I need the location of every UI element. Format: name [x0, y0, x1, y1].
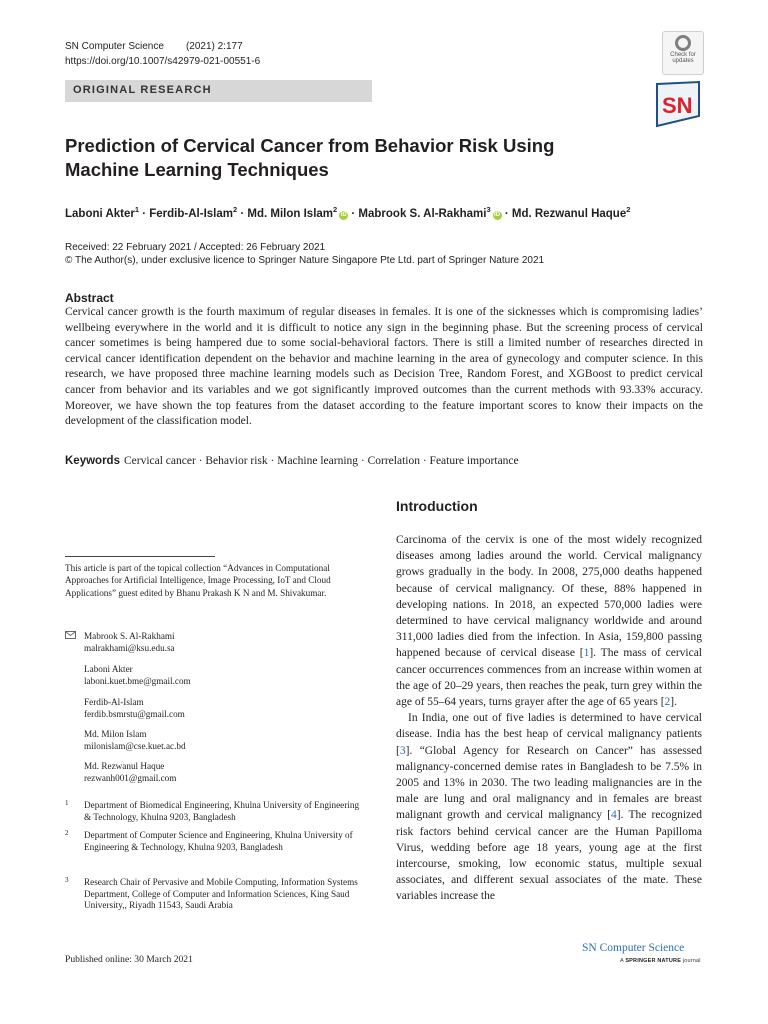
article-dates — [65, 241, 544, 267]
author-affiliation-mark: 2 — [333, 205, 338, 214]
publisher-suffix: journal — [682, 958, 701, 964]
doi-link[interactable]: https://doi.org/10.1007/s42979-021-00551-6 — [65, 56, 261, 67]
author-affiliation-mark: 3 — [486, 205, 491, 214]
citation-link[interactable]: 4 — [611, 809, 617, 822]
introduction-body — [396, 532, 702, 905]
author-name[interactable]: Laboni Akter — [65, 207, 135, 220]
author-contact — [65, 728, 186, 752]
author-affiliation-mark: 2 — [626, 205, 631, 214]
article-type-banner — [65, 80, 372, 102]
author-separator: · — [348, 207, 359, 220]
paragraph-text: Carcinoma of the cervix is one of the most widely recognized diseases among ladies around the world. Cervical malignancy grows gradually in the body. In 2008, 275,000 deaths happened because of cervical malignancy. Of these, 88% happened in developing nations. In 2018, an expected 570,000 ladies were determined to have cervical malignancy worldwide and around 311,000 ladies died from the infection. In Asia, 159,800 passing happened because of cervical disease [ — [396, 534, 702, 660]
affiliation — [65, 877, 365, 912]
published-online-date: Published online: 30 March 2021 — [65, 954, 193, 965]
affiliation — [65, 830, 365, 853]
author-affiliation-mark: 1 — [134, 205, 140, 214]
affiliation-number: 2 — [65, 829, 69, 837]
paragraph-text: ]. “Global Agency for Research on Cancer” has assessed malignancy-concerned demise rates in Bangladesh to be 7.5% in 2005 and 13% in 2030. The two leading malignancies are in the male are lung and oral malignancy and in females are breast malignant growth and cervical malignancy [ — [396, 744, 702, 822]
author-affiliation-mark: 2 — [232, 205, 238, 214]
abstract-text: Cervical cancer growth is the fourth maximum of regular diseases in females. It is one of the sicknesses which is compromising ladies’ wellbeing everywhere in the world and it is difficult to notice any sign in the beginning phase. But the screening process of cervical cancer sometimes is being hampered due to some social-behavioral factors. There is still a limited number of researches directed in cervical cancer identification dependent on the behavior and machine learning in the area of gynecology and computer science. In this research, we have proposed three machine learning models such as Decision Tree, Random Forest, and XGBoost to predict cervical cancer from behavior and its variables and we got significantly improved outcomes than the current methods with 93.33% accuracy. Moreover, we have shown the top features from the dataset according to the feature important scores to know their impacts on the development of the classification model. — [65, 306, 703, 428]
sn-logo-icon — [653, 80, 703, 128]
article-title: Prediction of Cervical Cancer from Behavior Risk Using Machine Learning Techniques — [65, 135, 555, 180]
citation-link[interactable]: 3 — [399, 744, 406, 757]
author-name[interactable]: Md. Rezwanul Haque — [511, 207, 627, 220]
topical-collection-note: This article is part of the topical collection “Advances in Computational Approaches for Artificial Intelligence, Image Processing, IoT and Cloud Applications” guest edited by Bhanu Prakash K N and M. Shivakumar. — [65, 563, 331, 598]
author-contact — [65, 760, 176, 784]
contact-email[interactable]: ferdib.bsmrstu@gmail.com — [84, 709, 185, 720]
affiliation-text: Department of Biomedical Engineering, Khulna University of Engineering & Technology, Khulna 9203, Bangladesh — [84, 800, 360, 822]
introduction-heading: Introduction — [396, 498, 478, 514]
citation-link[interactable]: 2 — [664, 696, 671, 709]
author-separator: · — [501, 207, 512, 220]
author-separator: · — [139, 207, 150, 220]
paragraph-text: ]. — [670, 696, 678, 709]
author-separator: · — [237, 207, 248, 220]
keywords — [65, 454, 519, 469]
keywords-list: Cervical cancer · Behavior risk · Machine learning · Correlation · Feature importance — [123, 455, 519, 467]
publisher-prefix: A — [620, 958, 624, 964]
contact-email[interactable]: malrakhami@ksu.edu.sa — [84, 643, 175, 654]
affiliation — [65, 800, 365, 823]
contact-email[interactable]: milonislam@cse.kuet.ac.bd — [84, 741, 186, 752]
author-contact — [65, 696, 185, 720]
received-accepted-dates: Received: 22 February 2021 / Accepted: 26 February 2021 — [65, 242, 326, 253]
author-name[interactable]: Ferdib-Al-Islam — [149, 207, 233, 220]
author-name[interactable]: Mabrook S. Al-Rakhami — [358, 207, 487, 220]
check-updates-icon — [675, 35, 691, 51]
journal-volume: (2021) 2:177 — [185, 41, 243, 52]
envelope-icon — [65, 631, 76, 639]
citation-link[interactable]: 1 — [583, 647, 590, 660]
author-list — [65, 203, 715, 221]
paragraph-text: In India, one out of five ladies is determined to have cervical disease. India has the best heap of cervical malignancy patients [ — [396, 712, 702, 757]
check-for-updates-badge[interactable] — [662, 31, 704, 75]
affiliation-text: Department of Computer Science and Engineering, Khulna University of Engineering & Technology, Khulna 9203, Bangladesh — [84, 830, 353, 852]
sn-logo-text: SN — [662, 93, 693, 118]
paragraph-text: ]. The recognized risk factors behind cervical cancer are the Human Papilloma Virus, wedding before age 18 years, young age at the first intercourse, smoking, low economic status, multiple sexual associates, and different sexual associates of the mate. These variables increase the — [396, 809, 702, 903]
journal-volume-line — [65, 40, 243, 54]
keywords-label: Keywords — [65, 455, 120, 467]
check-updates-text-2: updates — [672, 58, 694, 64]
contact-name: Ferdib-Al-Islam — [84, 697, 144, 707]
journal-name: SN Computer Science — [65, 41, 164, 52]
abstract-heading: Abstract — [65, 291, 114, 305]
contact-name: Laboni Akter — [84, 664, 133, 674]
publisher-name: SPRINGER NATURE — [625, 958, 682, 964]
copyright-notice: © The Author(s), under exclusive licence to Springer Nature Singapore Pte Ltd. part of Springer Nature 2021 — [65, 255, 545, 266]
introduction-paragraph — [396, 532, 702, 710]
sn-journal-logo — [653, 80, 703, 128]
orcid-icon[interactable]: iD — [494, 211, 501, 218]
article-type-label: ORIGINAL RESEARCH — [73, 84, 212, 96]
affiliation-number: 3 — [65, 876, 69, 884]
paragraph-text: ]. The mass of cervical cancer occurrences commences from an increase within women at the age of 20–29 years, then reaches the peak, turn grey within the age of 55–64 years, turns grayer after the age of 65 years [ — [396, 647, 702, 709]
contact-name: Md. Milon Islam — [84, 729, 147, 739]
corresponding-author — [65, 630, 175, 654]
introduction-paragraph — [396, 710, 702, 904]
contact-name: Md. Rezwanul Haque — [84, 761, 165, 771]
footnote-divider — [65, 556, 215, 557]
author-name[interactable]: Md. Milon Islam — [247, 207, 334, 220]
orcid-icon[interactable]: iD — [340, 211, 347, 218]
author-contact — [65, 663, 191, 687]
contact-email[interactable]: laboni.kuet.bme@gmail.com — [84, 676, 191, 687]
affiliation-number: 1 — [65, 799, 69, 807]
affiliation-text: Research Chair of Pervasive and Mobile Computing, Information Systems Department, College of Computer and Information Sciences, King Saud University,, Riyadh 11543, Saudi Arabia — [84, 877, 358, 911]
check-updates-text-1: Check for — [670, 52, 696, 58]
contact-name: Mabrook S. Al-Rakhami — [84, 631, 175, 641]
contact-email[interactable]: rezwanh001@gmail.com — [84, 773, 177, 784]
springer-nature-mark — [620, 958, 701, 964]
footer-journal-name: SN Computer Science — [582, 942, 685, 954]
